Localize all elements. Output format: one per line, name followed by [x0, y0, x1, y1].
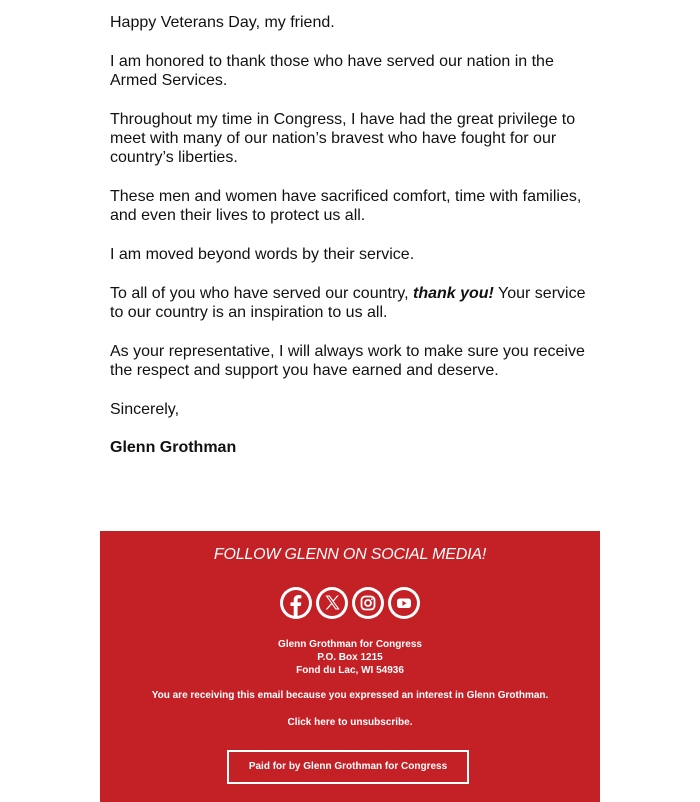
paragraph-5-start: To all of you who have served our country, [110, 285, 413, 302]
letter-body [110, 13, 600, 477]
greeting: Happy Veterans Day, my friend. [110, 14, 335, 31]
facebook-link[interactable] [280, 587, 312, 619]
address-line-3: Fond du Lac, WI 54936 [296, 665, 404, 676]
paragraph-5-end: Your service to our country is an inspiration to us all. [110, 285, 586, 321]
follow-heading: FOLLOW GLENN ON SOCIAL MEDIA! [213, 546, 487, 563]
x-icon [316, 587, 348, 619]
instagram-icon [352, 587, 384, 619]
paragraph-1: I am honored to thank those who have served our nation in the Armed Services. [110, 53, 554, 89]
subscription-reason: You are receiving this email because you expressed an interest in Glenn Grothman. [151, 690, 549, 701]
unsubscribe-link[interactable]: Click here to unsubscribe. [287, 717, 413, 728]
facebook-icon [280, 587, 312, 619]
email-footer [100, 531, 600, 802]
paid-for-box: Paid for by Glenn Grothman for Congress [227, 750, 469, 784]
address-line-1: Glenn Grothman for Congress [278, 639, 422, 650]
paragraph-6: As your representative, I will always work to make sure you receive the respect and support you have earned and deserve. [110, 343, 585, 379]
paragraph-5 [110, 284, 600, 322]
paragraph-2: Throughout my time in Congress, I have had the great privilege to meet with many of our nation’s bravest who have fought for our country’s liberties. [110, 111, 576, 166]
youtube-link[interactable] [388, 587, 420, 619]
instagram-link[interactable] [352, 587, 384, 619]
closing: Sincerely, [110, 401, 180, 418]
address-line-2: P.O. Box 1215 [317, 652, 383, 663]
paragraph-3: These men and women have sacrificed comfort, time with families, and even their lives to protect us all. [110, 188, 582, 224]
x-link[interactable] [316, 587, 348, 619]
youtube-icon [388, 587, 420, 619]
social-links [100, 587, 600, 619]
mailing-address [100, 638, 600, 677]
thank-you-emphasis: thank you! [412, 285, 494, 302]
paragraph-4: I am moved beyond words by their service. [110, 246, 415, 263]
signature: Glenn Grothman [110, 439, 237, 456]
